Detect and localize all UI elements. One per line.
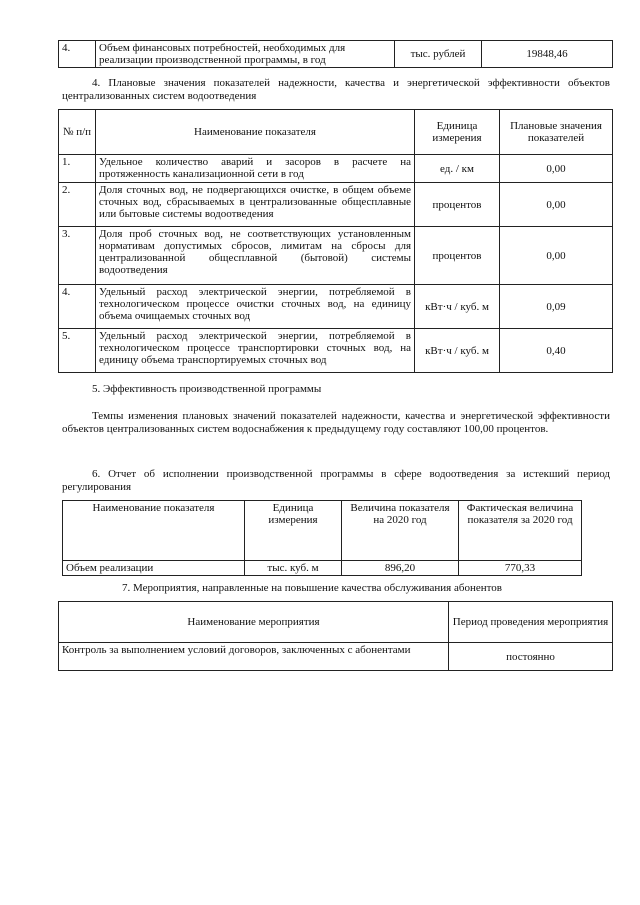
header-planned: Величина показателя на 2020 год [342,501,459,561]
table-row [59,285,613,329]
indicator-name: Объем реализации [63,561,245,576]
unit: кВт·ч / куб. м [415,329,500,373]
row-number: 5. [59,329,96,373]
planned-value: 896,20 [342,561,459,576]
header-unit: Единица измерения [415,110,500,155]
unit: процентов [415,227,500,285]
unit: ед. / км [415,155,500,183]
header-actual: Фактическая величина показателя за 2020 год [459,501,582,561]
table-row [59,183,613,227]
indicator-name: Удельный расход электрической энергии, потребляемой в технологическом процессе транспортировки сточных вод, на единицу объема транспортируемых сточных вод [96,329,415,373]
actual-value: 770,33 [459,561,582,576]
header-unit: Единица измерения [245,501,342,561]
value: 0,00 [500,183,613,227]
header-number: № п/п [59,110,96,155]
table-row [59,227,613,285]
indicator-name: Объем финансовых потребностей, необходимых для реализации производственной программы, в год [96,41,395,68]
row-number: 4. [59,41,96,68]
header-measure: Наименование мероприятия [59,602,449,643]
header-value: Плановые значения показателей [500,110,613,155]
measures-table [58,601,613,671]
row-number: 3. [59,227,96,285]
row-number: 1. [59,155,96,183]
value: 0,00 [500,155,613,183]
header-period: Период проведения мероприятия [449,602,613,643]
table-row [59,643,613,671]
value: 19848,46 [482,41,613,68]
section-4-heading: 4. Плановые значения показателей надежности, качества и энергетической эффективности объектов централизованных систем водоотведения [62,77,610,102]
header-name: Наименование показателя [63,501,245,561]
indicator-name: Доля сточных вод, не подвергающихся очистке, в общем объеме сточных вод, сбрасываемых в централизованные общесплавные или бытовые системы водоотведения [96,183,415,227]
indicator-name: Доля проб сточных вод, не соответствующих установленным нормативам допустимых сбросов, лимитам на сбросы для централизованной общесплавной (бытовой) системы водоотведения [96,227,415,285]
unit: процентов [415,183,500,227]
financial-needs-table [58,40,613,68]
section-7-heading: 7. Мероприятия, направленные на повышение качества обслуживания абонентов [122,582,502,594]
row-number: 4. [59,285,96,329]
unit: тыс. куб. м [245,561,342,576]
row-number: 2. [59,183,96,227]
value: 0,40 [500,329,613,373]
report-table [62,500,582,576]
value: 0,09 [500,285,613,329]
reliability-indicators-table [58,109,613,373]
indicator-name: Удельный расход электрической энергии, потребляемой в технологическом процессе очистки сточных вод, на единицу объема очищаемых сточных вод [96,285,415,329]
section-5-text: Темпы изменения плановых значений показателей надежности, качества и энергетической эффективности объектов централизованных систем водоснабжения к предыдущему году составляют 100,00 процентов. [62,410,610,435]
measure-name: Контроль за выполнением условий договоров, заключенных с абонентами [59,643,449,671]
table-row [59,329,613,373]
section-5-heading: 5. Эффективность производственной программы [92,383,322,395]
unit: кВт·ч / куб. м [415,285,500,329]
section-6-heading: 6. Отчет об исполнении производственной программы в сфере водоотведения за истекший период регулирования [62,468,610,493]
table-row [59,155,613,183]
indicator-name: Удельное количество аварий и засоров в расчете на протяженность канализационной сети в год [96,155,415,183]
value: 0,00 [500,227,613,285]
header-name: Наименование показателя [96,110,415,155]
unit: тыс. рублей [395,41,482,68]
measure-period: постоянно [449,643,613,671]
table-row [63,561,582,576]
